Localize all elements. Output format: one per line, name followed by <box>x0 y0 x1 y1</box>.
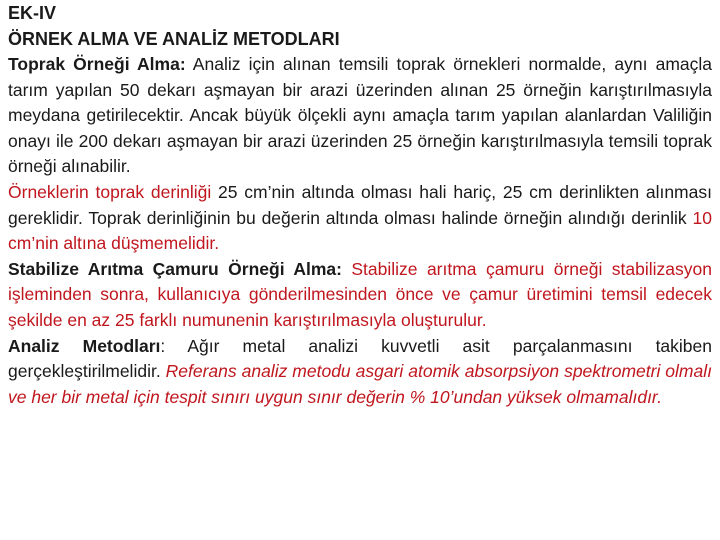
soil-sampling-label: Toprak Örneği Alma: <box>8 54 186 74</box>
reference-method-highlight: Referans analiz metodu asgari atomik absorpsiyon spektrometri olmalı ve her bir metal için tespit sınırı uygun sınır değerin % 10’undan yüksek olmamalıdır. <box>8 361 712 407</box>
sample-depth-paragraph <box>8 180 712 257</box>
sample-depth-text: 25 cm’nin altında olması hali hariç, 25 cm derinlikten alınması gereklidir. Toprak derinliğinin bu değerin altında olması halinde örneğin alındığı derinlik <box>8 181 712 228</box>
soil-sampling-paragraph <box>8 52 712 180</box>
annex-label: EK-IV <box>8 3 57 23</box>
soil-sampling-text: Analiz için alınan temsili toprak örnekleri normalde, aynı amaçla tarım yapılan 50 dekarı aşmayan bir arazi üzerinden alınan 25 örneğin karıştırılmasıyla meydana getirilecektir. Ancak büyük ölçekli aynı amaçla tarım yapılan alanlardan Valiliğin onayı ile 200 dekarı aşmayan bir arazi üzerinden 25 örneğin karıştırılmasıyla temsili toprak örneği alınabilir. <box>8 54 712 177</box>
page-title: ÖRNEK ALMA VE ANALİZ METODLARI <box>8 29 340 49</box>
sample-depth-highlight: Örneklerin toprak derinliği <box>8 181 212 202</box>
analysis-methods-paragraph <box>8 334 712 411</box>
minimum-depth-highlight: 10 cm’nin altına düşmemelidir. <box>8 207 712 254</box>
analysis-methods-label: Analiz Metodları <box>8 335 161 356</box>
sludge-sampling-label: Stabilize Arıtma Çamuru Örneği Alma: <box>8 258 342 279</box>
analysis-methods-text: : Ağır metal analizi kuvvetli asit parçalanmasını takiben gerçekleştirilmelidir. <box>8 335 713 382</box>
sludge-sampling-paragraph <box>8 257 712 334</box>
sludge-sampling-text: Stabilize arıtma çamuru örneği stabilizasyon işleminden sonra, kullanıcıya gönderilmesinden önce ve çamur üretimini temsil edecek şekilde en az 25 farklı numunenin karıştırılmasıyla oluşturulur. <box>8 258 712 330</box>
